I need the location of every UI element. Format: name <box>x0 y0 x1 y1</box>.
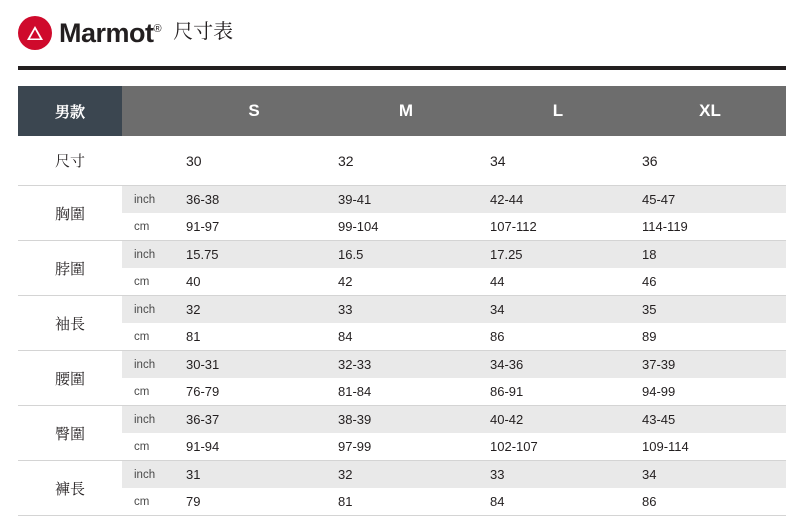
table-row <box>18 136 786 186</box>
table-row <box>18 378 786 406</box>
cell-sleeve-inch-xl: 35 <box>634 296 786 324</box>
cell-inseam-cm-xl: 86 <box>634 488 786 515</box>
row-label-chest: 胸圍 <box>18 186 122 241</box>
unit-cm: cm <box>122 378 178 406</box>
row-label-inseam: 褲長 <box>18 461 122 516</box>
cell-size-s: 30 <box>186 152 202 169</box>
cell-chest-cm-l: 107-112 <box>482 213 634 241</box>
unit-cm: cm <box>122 433 178 461</box>
cell-waist-inch-s: 30-31 <box>178 351 330 379</box>
unit-inch: inch <box>122 186 178 214</box>
page-title: 尺寸表 <box>173 21 234 43</box>
table-row <box>18 461 786 489</box>
cell-sleeve-inch-m: 33 <box>330 296 482 324</box>
unit-cm: cm <box>122 268 178 296</box>
table-row <box>18 488 786 515</box>
cell-inseam-cm-m: 81 <box>330 488 482 515</box>
unit-inch: inch <box>122 406 178 434</box>
cell-neck-cm-l: 44 <box>482 268 634 296</box>
column-header-m: M <box>330 86 482 136</box>
cell-chest-cm-s: 91-97 <box>178 213 330 241</box>
cell-waist-cm-xl: 94-99 <box>634 378 786 406</box>
unit-inch: inch <box>122 351 178 379</box>
cell-neck-inch-s: 15.75 <box>178 241 330 269</box>
table-row <box>18 186 786 214</box>
unit-inch: inch <box>122 461 178 489</box>
row-label-waist: 腰圍 <box>18 351 122 406</box>
cell-chest-inch-l: 42-44 <box>482 186 634 214</box>
table-row <box>18 268 786 296</box>
cell-sleeve-inch-s: 32 <box>178 296 330 324</box>
unit-inch: inch <box>122 296 178 324</box>
page-header <box>0 0 804 52</box>
cell-sleeve-inch-l: 34 <box>482 296 634 324</box>
cell-chest-cm-xl: 114-119 <box>634 213 786 241</box>
cell-waist-cm-s: 76-79 <box>178 378 330 406</box>
unit-cm: cm <box>122 488 178 515</box>
cell-sleeve-cm-l: 86 <box>482 323 634 351</box>
cell-size-l: 34 <box>490 152 506 169</box>
cell-hip-inch-s: 36-37 <box>178 406 330 434</box>
cell-chest-inch-s: 36-38 <box>178 186 330 214</box>
size-table-wrapper <box>0 70 804 515</box>
cell-waist-inch-l: 34-36 <box>482 351 634 379</box>
cell-waist-cm-m: 81-84 <box>330 378 482 406</box>
table-row <box>18 296 786 324</box>
table-row <box>18 241 786 269</box>
row-label-neck: 脖圍 <box>18 241 122 296</box>
cell-neck-cm-xl: 46 <box>634 268 786 296</box>
brand-name-text: Marmot <box>59 17 154 48</box>
cell-size-m: 32 <box>338 152 354 169</box>
cell-size-xl: 36 <box>642 152 658 169</box>
unit-inch: inch <box>122 241 178 269</box>
cell-hip-cm-s: 91-94 <box>178 433 330 461</box>
cell-waist-cm-l: 86-91 <box>482 378 634 406</box>
unit-cm: cm <box>122 323 178 351</box>
cell-inseam-inch-s: 31 <box>178 461 330 489</box>
cell-sleeve-cm-xl: 89 <box>634 323 786 351</box>
cell-neck-inch-xl: 18 <box>634 241 786 269</box>
cell-neck-inch-m: 16.5 <box>330 241 482 269</box>
row-unit-blank <box>122 136 178 186</box>
cell-inseam-cm-s: 79 <box>178 488 330 515</box>
cell-inseam-inch-xl: 34 <box>634 461 786 489</box>
cell-neck-cm-m: 42 <box>330 268 482 296</box>
cell-sleeve-cm-s: 81 <box>178 323 330 351</box>
cell-hip-cm-xl: 109-114 <box>634 433 786 461</box>
cell-hip-inch-l: 40-42 <box>482 406 634 434</box>
registered-mark: ® <box>153 22 162 35</box>
table-row <box>18 213 786 241</box>
cell-waist-inch-m: 32-33 <box>330 351 482 379</box>
cell-hip-inch-xl: 43-45 <box>634 406 786 434</box>
cell-hip-cm-l: 102-107 <box>482 433 634 461</box>
table-row <box>18 433 786 461</box>
table-header-row <box>18 86 786 136</box>
brand-name <box>59 17 162 48</box>
cell-chest-cm-m: 99-104 <box>330 213 482 241</box>
table-unit-spacer <box>122 86 178 136</box>
cell-inseam-inch-m: 32 <box>330 461 482 489</box>
cell-chest-inch-m: 39-41 <box>330 186 482 214</box>
cell-neck-cm-s: 40 <box>178 268 330 296</box>
cell-sleeve-cm-m: 84 <box>330 323 482 351</box>
column-header-s: S <box>178 86 330 136</box>
table-row <box>18 351 786 379</box>
cell-waist-inch-xl: 37-39 <box>634 351 786 379</box>
unit-cm: cm <box>122 213 178 241</box>
cell-inseam-inch-l: 33 <box>482 461 634 489</box>
table-row <box>18 323 786 351</box>
row-label-size: 尺寸 <box>54 153 85 170</box>
size-table <box>18 86 786 515</box>
cell-neck-inch-l: 17.25 <box>482 241 634 269</box>
cell-hip-inch-m: 38-39 <box>330 406 482 434</box>
row-label-sleeve: 袖長 <box>18 296 122 351</box>
marmot-logo-icon <box>18 16 52 50</box>
brand-logo <box>18 16 161 50</box>
cell-chest-inch-xl: 45-47 <box>634 186 786 214</box>
cell-inseam-cm-l: 84 <box>482 488 634 515</box>
table-corner-label: 男款 <box>18 86 122 136</box>
cell-hip-cm-m: 97-99 <box>330 433 482 461</box>
table-row <box>18 406 786 434</box>
column-header-l: L <box>482 86 634 136</box>
column-header-xl: XL <box>634 86 786 136</box>
row-label-hip: 臀圍 <box>18 406 122 461</box>
